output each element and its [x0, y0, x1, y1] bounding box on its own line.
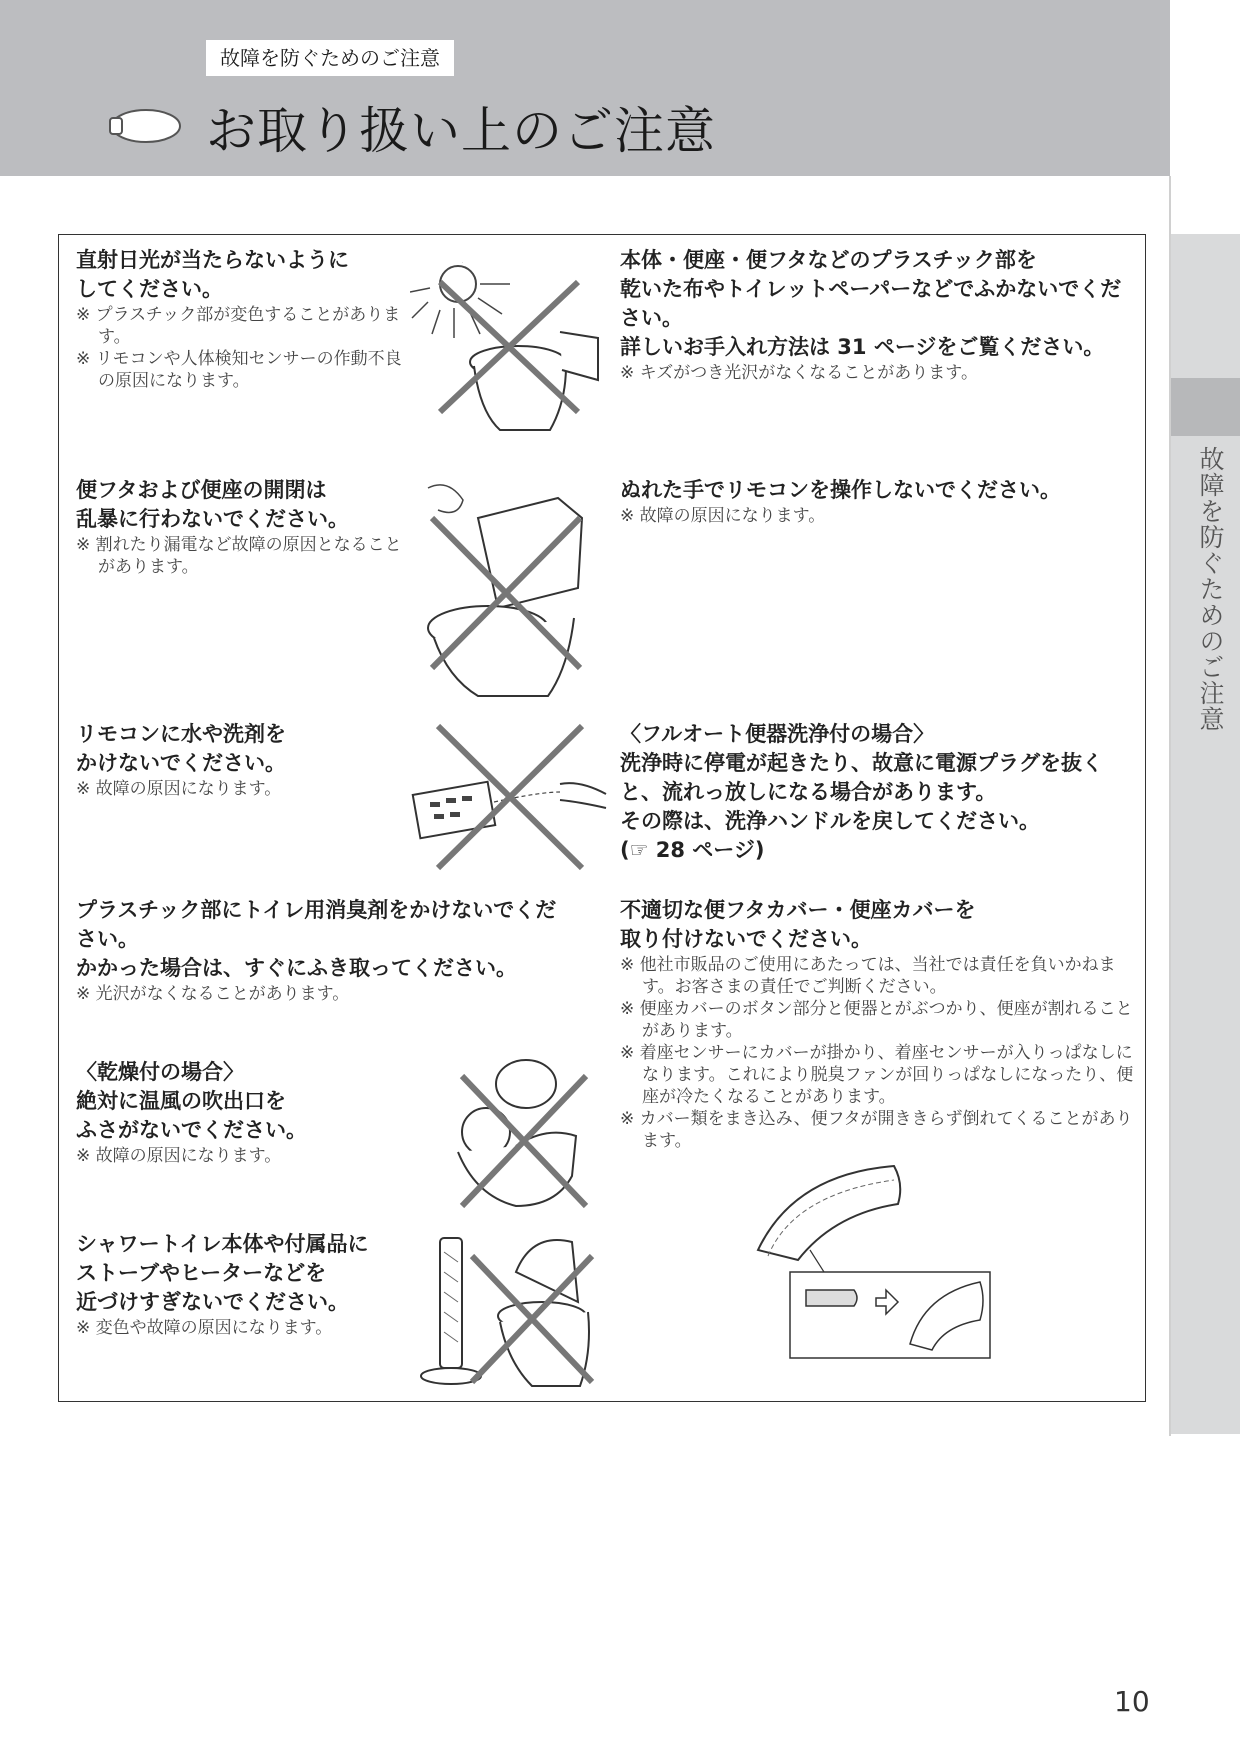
- caution-note: ※ 便座カバーのボタン部分と便器とがぶつかり、便座が割れることがあります。: [620, 999, 1133, 1041]
- toilet-seat-icon: [104, 104, 184, 148]
- caution-remote-water: [76, 720, 406, 800]
- caution-covers: [620, 896, 1136, 1152]
- blocked-dryer-illustration: [446, 1056, 596, 1216]
- caution-note: ※ 故障の原因になります。: [76, 1146, 282, 1166]
- side-tab-marker: [1171, 378, 1240, 436]
- remote-spray-illustration: [410, 722, 610, 872]
- caution-heading: リモコンに水や洗剤を かけないでください。: [76, 722, 286, 775]
- caution-dryer: [76, 1058, 406, 1167]
- page-number: 10: [1114, 1685, 1150, 1718]
- caution-note: ※ キズがつき光沢がなくなることがあります。: [620, 363, 978, 383]
- sunlight-toilet-illustration: [410, 262, 600, 447]
- caution-heading: プラスチック部にトイレ用消臭剤をかけないでください。 かかった場合は、すぐにふき取ってください。: [76, 898, 557, 980]
- caution-wipe: [620, 246, 1136, 384]
- caution-note: ※ 光沢がなくなることがあります。: [76, 984, 350, 1004]
- caution-heater: [76, 1230, 416, 1339]
- caution-full-auto: [620, 720, 1136, 865]
- caution-heading: 直射日光が当たらないように してください。: [76, 248, 349, 301]
- side-tab-label: 故障を防ぐためのご注意: [1196, 446, 1225, 732]
- heater-toilet-illustration: [412, 1232, 602, 1392]
- caution-note: ※ 変色や故障の原因になります。: [76, 1318, 333, 1338]
- caution-note: ※ リモコンや人体検知センサーの作動不良の原因になります。: [76, 349, 402, 391]
- caution-note: ※ 他社市販品のご使用にあたっては、当社では責任を負いかねます。お客さまの責任でご判断ください。: [620, 955, 1116, 997]
- caution-heading: 〈フルオート便器洗浄付の場合〉 洗浄時に停電が起きたり、故意に電源プラグを抜くと、流れっ放しになる場合があります。 その際は、洗浄ハンドルを戻してください。 (☞ 28 ページ): [620, 722, 1103, 862]
- caution-note: ※ 故障の原因になります。: [76, 779, 282, 799]
- caution-sunlight: [76, 246, 406, 392]
- caution-wet-hands: [620, 476, 1136, 527]
- caution-note: ※ プラスチック部が変色することがあります。: [76, 305, 401, 347]
- caution-lid: [76, 476, 406, 578]
- seat-cover-illustration: [754, 1164, 994, 1360]
- caution-deodorant: [76, 896, 566, 1005]
- caution-note: ※ 割れたり漏電など故障の原因となることがあります。: [76, 535, 402, 577]
- section-tag: 故障を防ぐためのご注意: [206, 40, 454, 76]
- caution-heading: 本体・便座・便フタなどのプラスチック部を 乾いた布やトイレットペーパーなどでふかないでください。 詳しいお手入れ方法は 31 ページをご覧ください。: [620, 248, 1122, 359]
- caution-note: ※ 故障の原因になります。: [620, 506, 826, 526]
- page-title: お取り扱い上のご注意: [206, 102, 716, 160]
- slamming-lid-illustration: [418, 478, 598, 700]
- caution-note: ※ 着座センサーにカバーが掛かり、着座センサーが入りっぱなしになります。これにより脱臭ファンが回りっぱなしになったり、便座が冷たくなることがあります。: [620, 1043, 1134, 1107]
- caution-heading: シャワートイレ本体や付属品に ストーブやヒーターなどを 近づけすぎないでください。: [76, 1232, 369, 1314]
- caution-heading: 不適切な便フタカバー・便座カバーを 取り付けないでください。: [620, 898, 976, 951]
- caution-note: ※ カバー類をまき込み、便フタが開ききらず倒れてくることがあります。: [620, 1109, 1133, 1151]
- caution-heading: 〈乾燥付の場合〉 絶対に温風の吹出口を ふさがないでください。: [76, 1060, 307, 1142]
- caution-heading: 便フタおよび便座の開閉は 乱暴に行わないでください。: [76, 478, 349, 531]
- caution-heading: ぬれた手でリモコンを操作しないでください。: [620, 478, 1061, 502]
